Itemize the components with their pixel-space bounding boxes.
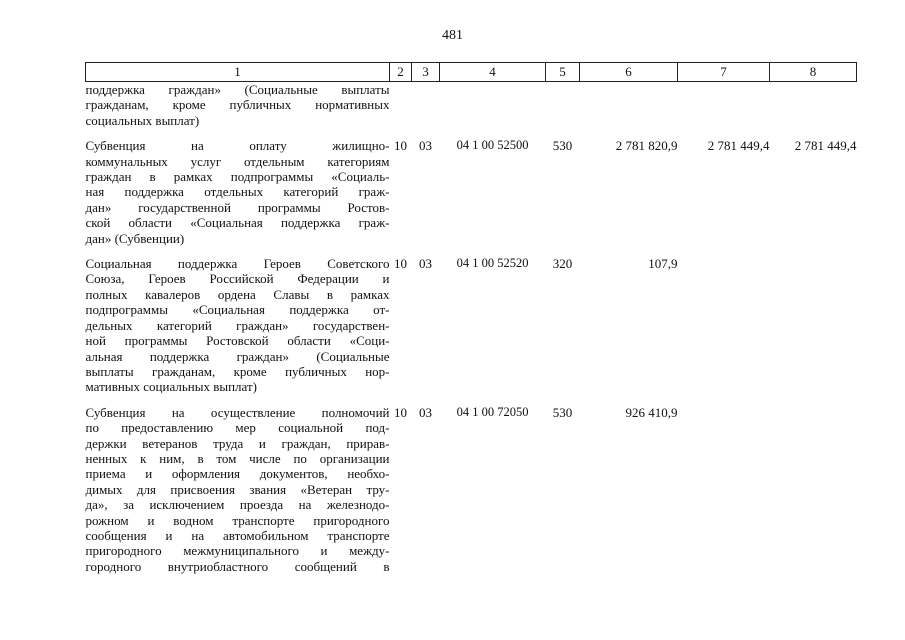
section-code: 10: [394, 138, 407, 154]
budget-table: [85, 62, 857, 574]
description-line: Субвенция на осуществление полномочий: [85, 404, 390, 420]
amount-year-3: [770, 82, 857, 129]
description-line: сообщения и на автомобильном транспорте: [85, 527, 390, 543]
amount-year-3: 2 781 449,4: [794, 138, 857, 154]
amount-year-1: 2 781 820,9: [615, 138, 678, 154]
description-line: подпрограммы «Социальная поддержка от-: [85, 302, 390, 318]
amount-year-2: 2 781 449,4: [707, 138, 770, 154]
description-line: социальных выплат): [85, 112, 200, 128]
description-line: ненных к ним, в том числе по организации: [85, 450, 390, 466]
description-line: ная поддержка отдельных категорий граж-: [85, 184, 390, 200]
description-line: гражданам, кроме публичных нормативных: [85, 97, 390, 113]
description-line: поддержка граждан» (Социальные выплаты: [85, 82, 390, 97]
description-line: по предоставлению мер социальной под-: [85, 420, 390, 436]
description-line: мативных социальных выплат): [85, 379, 257, 395]
description-line: Субвенция на оплату жилищно-: [85, 138, 390, 154]
row-description: [86, 256, 390, 395]
description-line: ной программы Ростовской области «Соци-: [85, 333, 390, 349]
description-line: рожном и водном транспорте пригородного: [85, 512, 390, 528]
expense-type-code: [546, 82, 580, 129]
description-line: полных кавалеров ордена Славы в рамках: [85, 286, 390, 302]
description-line: граждан в рамках подпрограммы «Социаль-: [85, 169, 390, 185]
subsection-code: 03: [419, 256, 432, 272]
col-header-6: 6: [580, 63, 678, 82]
amount-year-1: 926 410,9: [625, 404, 678, 420]
table-row: [86, 82, 857, 129]
target-article-code: 04 1 00 52520: [456, 256, 529, 271]
description-line: пригородного межмуниципального и между-: [85, 543, 390, 559]
section-code: 10: [394, 256, 407, 272]
description-line: городного внутриобластного сообщений в: [85, 558, 390, 574]
subsection-code: 03: [419, 404, 432, 420]
target-article-code: [440, 82, 546, 129]
target-article-code: 04 1 00 72050: [456, 404, 529, 419]
description-line: альная поддержка граждан» (Социальные: [85, 348, 390, 364]
expense-type-code: 530: [552, 138, 573, 154]
expense-type-code: 530: [552, 404, 573, 420]
section-code: 10: [394, 404, 407, 420]
section-code: [390, 82, 412, 129]
col-header-3: 3: [412, 63, 440, 82]
target-article-code: 04 1 00 52500: [456, 138, 529, 153]
col-header-2: 2: [390, 63, 412, 82]
amount-year-3: [770, 256, 857, 395]
description-line: дельных категорий граждан» государствен-: [85, 317, 390, 333]
table-row: [86, 256, 857, 395]
col-header-4: 4: [440, 63, 546, 82]
col-header-1: 1: [86, 63, 390, 82]
amount-year-3: [770, 405, 857, 574]
description-line: Союза, Героев Российской Федерации и: [85, 271, 390, 287]
row-description: [86, 82, 390, 129]
description-line: димых для присвоения звания «Ветеран тру-: [85, 481, 390, 497]
description-line: да», за исключением проезда на железнодо-: [85, 497, 390, 513]
expense-type-code: 320: [552, 256, 573, 272]
description-line: приема и оформления документов, необхо-: [85, 466, 390, 482]
description-line: ской области «Социальная поддержка граж-: [85, 215, 390, 231]
amount-year-2: [678, 82, 770, 129]
col-header-7: 7: [678, 63, 770, 82]
col-header-8: 8: [770, 63, 857, 82]
page-number: 481: [442, 28, 463, 43]
description-line: дан» государственной программы Ростов-: [85, 199, 390, 215]
subsection-code: 03: [419, 138, 432, 154]
amount-year-1: 107,9: [648, 256, 678, 272]
row-description: [86, 405, 390, 574]
amount-year-1: [580, 82, 678, 129]
description-line: дан» (Субвенции): [85, 230, 185, 246]
amount-year-2: [678, 256, 770, 395]
column-number-header: [86, 63, 857, 82]
description-line: коммунальных услуг отдельным категориям: [85, 153, 390, 169]
table-row: [86, 405, 857, 574]
table-row: [86, 138, 857, 246]
description-line: выплаты гражданам, кроме публичных нор-: [85, 363, 390, 379]
description-line: Социальная поддержка Героев Советского: [85, 256, 390, 272]
row-description: [86, 138, 390, 246]
subsection-code: [412, 82, 440, 129]
amount-year-2: [678, 405, 770, 574]
description-line: держки ветеранов труда и граждан, прирав-: [85, 435, 390, 451]
col-header-5: 5: [546, 63, 580, 82]
